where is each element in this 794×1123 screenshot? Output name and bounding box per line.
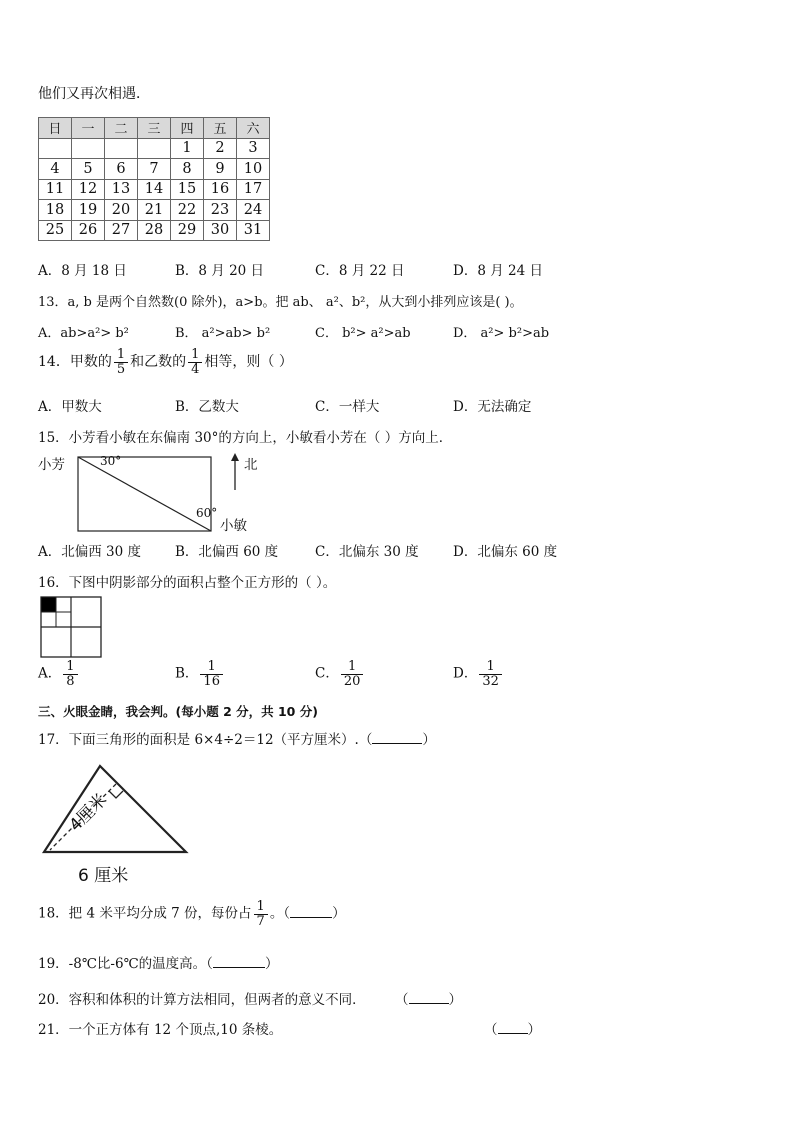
frac-numerator: 1: [63, 660, 77, 675]
date-cell: 4: [39, 159, 72, 180]
q16-letter: C．: [315, 665, 339, 682]
q13-option-d[interactable]: D． a²> b²>ab: [453, 326, 550, 341]
q16-letter: B．: [175, 665, 199, 682]
date-cell: [138, 138, 171, 159]
q18-question: [38, 900, 346, 928]
q15-option-d[interactable]: D．北偏东 60 度: [453, 544, 558, 560]
q15-question: 15．小芳看小敏在东偏南 30°的方向上，小敏看小芳在（ ）方向上．: [38, 430, 453, 446]
date-cell: 30: [204, 220, 237, 241]
frac-numerator: 1: [479, 660, 502, 675]
north-arrow-icon: [229, 453, 241, 491]
q16-question: 16．下图中阴影部分的面积占整个正方形的（ ）。: [38, 575, 337, 591]
weekday-cell: 三: [138, 118, 171, 139]
date-cell: 3: [237, 138, 270, 159]
date-cell: 1: [171, 138, 204, 159]
right-angle-mark: [109, 791, 123, 798]
date-cell: [72, 138, 105, 159]
calendar-row: [39, 138, 270, 159]
triangle-figure: [40, 762, 190, 858]
q12-option-d[interactable]: D．8 月 24 日: [453, 263, 543, 279]
date-cell: 22: [171, 200, 204, 221]
q18-close: ）: [332, 905, 346, 922]
q13-option-b[interactable]: B． a²>ab> b²: [175, 326, 271, 341]
weekday-cell: 日: [39, 118, 72, 139]
q14-mid: 和乙数的: [130, 354, 187, 371]
date-cell: 14: [138, 179, 171, 200]
q12-option-c[interactable]: C．8 月 22 日: [315, 263, 405, 279]
q16-option-c[interactable]: [315, 660, 365, 688]
weekday-cell: 四: [171, 118, 204, 139]
date-cell: 31: [237, 220, 270, 241]
date-cell: [39, 138, 72, 159]
q14-option-b[interactable]: B．乙数大: [175, 399, 239, 415]
q20-answer: [395, 988, 462, 1008]
date-cell: 17: [237, 179, 270, 200]
q14-frac2-den: 4: [191, 361, 200, 377]
angle-60-label: 60°: [196, 506, 218, 520]
q19-text: 19．-8℃比-6℃的温度高。（: [38, 956, 213, 972]
q14-fraction-2: [188, 348, 202, 376]
q14-suffix: 相等，则（ ）: [204, 354, 293, 371]
q16-option-b[interactable]: [175, 660, 225, 688]
calendar-header-row: [39, 118, 270, 139]
q14-option-d[interactable]: D．无法确定: [453, 399, 532, 415]
q17-question: [38, 728, 436, 748]
square-figure: [40, 596, 102, 658]
q16-option-a[interactable]: [38, 660, 80, 688]
q15-option-a[interactable]: A．北偏西 30 度: [38, 544, 142, 560]
answer-blank[interactable]: [372, 743, 422, 744]
date-cell: 20: [105, 200, 138, 221]
q14-option-a[interactable]: A．甲数大: [38, 399, 102, 415]
frac-denominator: 8: [66, 673, 75, 689]
date-cell: 25: [39, 220, 72, 241]
q20-question: 20．容积和体积的计算方法相同，但两者的意义不同．: [38, 992, 366, 1008]
q14-frac1-num: 1: [114, 348, 128, 363]
answer-blank[interactable]: [409, 1003, 449, 1004]
q14-fraction-1: [114, 348, 128, 376]
date-cell: 6: [105, 159, 138, 180]
weekday-cell: 六: [237, 118, 270, 139]
date-cell: 8: [171, 159, 204, 180]
date-cell: [105, 138, 138, 159]
shaded-region: [42, 598, 56, 612]
frac-numerator: 1: [200, 660, 223, 675]
answer-blank[interactable]: [213, 967, 265, 968]
date-cell: 7: [138, 159, 171, 180]
q21-answer: [484, 1018, 541, 1038]
date-cell: 23: [204, 200, 237, 221]
calendar-row: [39, 220, 270, 241]
weekday-cell: 五: [204, 118, 237, 139]
date-cell: 24: [237, 200, 270, 221]
weekday-cell: 一: [72, 118, 105, 139]
q15-option-b[interactable]: B．北偏西 60 度: [175, 544, 279, 560]
angle-30-label: 30°: [100, 454, 122, 468]
date-cell: 26: [72, 220, 105, 241]
calendar-table: [38, 117, 270, 241]
date-cell: 19: [72, 200, 105, 221]
section-title: 三、火眼金睛，我会判。(每小题 2 分，共 10 分): [38, 704, 318, 719]
q13-question: 13．a, b 是两个自然数(0 除外)，a>b。把 ab、 a²、b²，从大到小排列应该是( )。: [38, 295, 523, 310]
q14-prefix: 14．甲数的: [38, 354, 112, 371]
q18-suffix: 。（: [269, 905, 291, 922]
height-label: 4厘米: [65, 789, 112, 836]
date-cell: 11: [39, 179, 72, 200]
calendar-row: [39, 179, 270, 200]
date-cell: 5: [72, 159, 105, 180]
frac-denominator: 32: [482, 673, 499, 689]
q16-option-d[interactable]: [453, 660, 504, 688]
intro-line: 他们又再次相遇．: [38, 86, 150, 102]
q21-question: 21．一个正方体有 12 个顶点,10 条棱。: [38, 1022, 283, 1038]
calendar-row: [39, 159, 270, 180]
frac-denominator: 7: [256, 913, 265, 929]
q13-option-a[interactable]: A．ab>a²> b²: [38, 326, 129, 341]
q19-close: ）: [264, 956, 279, 972]
date-cell: 13: [105, 179, 138, 200]
q18-prefix: 18．把 4 米平均分成 7 份，每份占: [38, 905, 252, 922]
q20-open: （: [395, 992, 409, 1008]
q17-close: ）: [422, 732, 436, 748]
q12-option-a[interactable]: A．8 月 18 日: [38, 263, 127, 279]
date-cell: 15: [171, 179, 204, 200]
date-cell: 9: [204, 159, 237, 180]
q19-question: [38, 952, 278, 972]
frac-denominator: 20: [343, 673, 361, 689]
date-cell: 10: [237, 159, 270, 180]
direction-diagram: [76, 454, 216, 534]
date-cell: 18: [39, 200, 72, 221]
frac-denominator: 16: [203, 673, 220, 689]
date-cell: 28: [138, 220, 171, 241]
sight-line: [78, 457, 211, 531]
calendar-row: [39, 200, 270, 221]
date-cell: 21: [138, 200, 171, 221]
date-cell: 12: [72, 179, 105, 200]
frac-numerator: 1: [341, 660, 364, 675]
weekday-cell: 二: [105, 118, 138, 139]
date-cell: 27: [105, 220, 138, 241]
q20-close: ）: [448, 992, 462, 1008]
q14-frac1-den: 5: [116, 361, 126, 377]
q12-option-b[interactable]: B．8 月 20 日: [175, 263, 265, 279]
north-label: 北: [244, 457, 258, 473]
label-xiaofang: 小芳: [38, 457, 65, 473]
answer-blank[interactable]: [290, 917, 332, 918]
q21-open: （: [484, 1022, 498, 1038]
q14-question: [38, 348, 293, 376]
q17-text: 17．下面三角形的面积是 6×4÷2＝12（平方厘米）.（: [38, 732, 373, 748]
date-cell: 29: [171, 220, 204, 241]
q16-letter: A．: [38, 665, 62, 682]
frac-numerator: 1: [254, 900, 268, 915]
label-xiaomin: 小敏: [220, 518, 247, 534]
q13-option-c[interactable]: C． b²> a²>ab: [315, 326, 411, 341]
base-label: 6 厘米: [78, 866, 129, 886]
q15-option-c[interactable]: C．北偏东 30 度: [315, 544, 419, 560]
answer-blank[interactable]: [498, 1033, 528, 1034]
q14-frac2-num: 1: [188, 348, 202, 363]
q16-letter: D．: [453, 665, 478, 682]
date-cell: 2: [204, 138, 237, 159]
q14-option-c[interactable]: C．一样大: [315, 399, 380, 415]
q21-close: ）: [527, 1022, 541, 1038]
date-cell: 16: [204, 179, 237, 200]
